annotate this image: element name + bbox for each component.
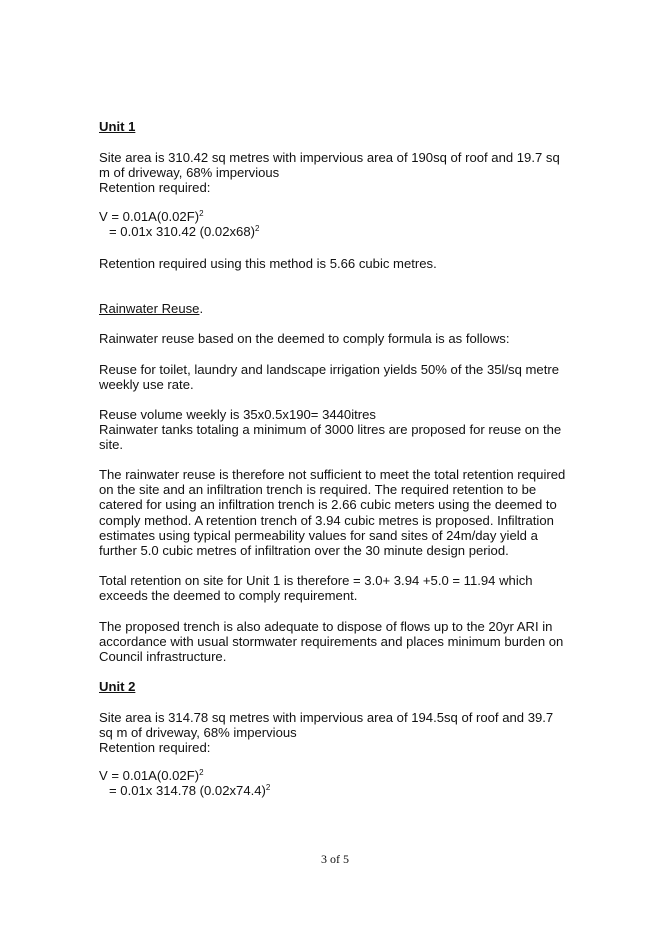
reuse-para5-line2: accordance with usual stormwater requirements and places minimum burden on bbox=[99, 634, 564, 650]
reuse-para5 bbox=[99, 619, 589, 665]
reuse-para4-line1: Total retention on site for Unit 1 is therefore = 3.0+ 3.94 +5.0 = 11.94 which bbox=[99, 573, 533, 588]
reuse-para3-line6: further 5.0 cubic metres of infiltration over the 30 minute design period. bbox=[99, 543, 509, 559]
reuse-para2-line3: site. bbox=[99, 437, 124, 453]
unit2-retention-label: Retention required: bbox=[99, 740, 211, 756]
unit1-retention-label: Retention required: bbox=[99, 180, 211, 196]
reuse-para3-line2: on the site and an infiltration trench is required. The required retention to be bbox=[99, 482, 537, 498]
unit1-site-paragraph bbox=[99, 150, 589, 196]
unit1-heading: Unit 1 bbox=[99, 119, 136, 134]
unit2-equation bbox=[99, 768, 589, 798]
unit2-site-paragraph bbox=[99, 710, 589, 756]
reuse-heading: Rainwater Reuse. bbox=[99, 301, 204, 316]
unit1-result: Retention required using this method is 5.66 cubic metres. bbox=[99, 256, 437, 271]
reuse-para2 bbox=[99, 407, 589, 453]
reuse-para4 bbox=[99, 573, 589, 603]
reuse-intro: Rainwater reuse based on the deemed to comply formula is as follows: bbox=[99, 331, 510, 346]
reuse-para1 bbox=[99, 362, 589, 392]
reuse-para3-line3: catered for using an infiltration trench is 2.66 cubic meters using the deemed to bbox=[99, 497, 557, 513]
unit1-eq-line1: $V = 0.01A(0.02F)^2$ bbox=[99, 209, 204, 224]
unit1-site-line2: m of driveway, 68% impervious bbox=[99, 165, 280, 181]
reuse-para3-line1: The rainwater reuse is therefore not sufficient to meet the total retention required bbox=[99, 467, 566, 482]
unit2-site-line2: sq m of driveway, 68% impervious bbox=[99, 725, 297, 741]
reuse-para1-line1: Reuse for toilet, laundry and landscape irrigation yields 50% of the 35l/sq metre bbox=[99, 362, 559, 377]
reuse-para1-line2: weekly use rate. bbox=[99, 377, 194, 393]
unit2-eq-line1: $V = 0.01A(0.02F)^2$ bbox=[99, 768, 204, 783]
reuse-para2-line2: Rainwater tanks totaling a minimum of 3000 litres are proposed for reuse on the bbox=[99, 422, 562, 438]
unit2-site-line1: Site area is 314.78 sq metres with impervious area of 194.5sq of roof and 39.7 bbox=[99, 710, 554, 725]
reuse-para5-line3: Council infrastructure. bbox=[99, 649, 227, 665]
reuse-para5-line1: The proposed trench is also adequate to dispose of flows up to the 20yr ARI in bbox=[99, 619, 553, 634]
reuse-para3 bbox=[99, 467, 589, 558]
unit2-eq-line2: = 0.01x 314.78 $(0.02x74.4)^2$ bbox=[109, 783, 271, 799]
unit1-eq-line2: = 0.01x 310.42 $(0.02x68)^2$ bbox=[109, 224, 260, 240]
page-number: 3 of 5 bbox=[321, 852, 349, 866]
reuse-para4-line2: exceeds the deemed to comply requirement. bbox=[99, 588, 358, 604]
reuse-para2-line1: Reuse volume weekly is 35x0.5x190= 3440itres bbox=[99, 407, 376, 422]
unit1-site-line1: Site area is 310.42 sq metres with impervious area of 190sq of roof and 19.7 sq bbox=[99, 150, 560, 165]
reuse-para3-line5: estimates using typical permeability values for sand sites of 24m/day yield a bbox=[99, 527, 538, 543]
unit1-equation bbox=[99, 209, 589, 239]
unit2-heading: Unit 2 bbox=[99, 679, 136, 694]
reuse-para3-line4: comply method. A retention trench of 3.94 cubic metres is proposed. Infiltration bbox=[99, 512, 554, 528]
